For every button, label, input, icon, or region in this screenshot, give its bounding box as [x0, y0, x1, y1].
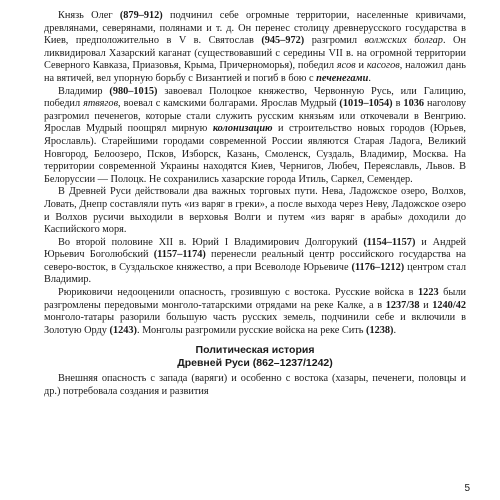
- text-segment: и: [419, 299, 433, 311]
- text-segment: , воевал с камскими болгарами. Ярослав Мудрый: [118, 98, 340, 110]
- text-segment: . Монголы разгромили русские войска на реке Сить: [136, 324, 367, 336]
- text-segment: наголову разгромил печенегов, которые стали служить русским князьям или откочевали в Венгрию. Ярослав Мудрый поощрял мирную: [44, 98, 466, 135]
- text-segment: 1036: [403, 98, 425, 110]
- text-segment: (1176–1212): [351, 261, 405, 273]
- text-segment: .: [393, 324, 397, 336]
- text-segment: в: [392, 98, 404, 110]
- text-segment: разгромил: [304, 35, 365, 47]
- text-segment: Во второй половине XII в. Юрий I Владимирович Долгорукий: [58, 236, 364, 248]
- page-number: 5: [464, 483, 470, 494]
- text-segment: перенесли реальный центр российского государства на северо-восток, в Суздальское княжество, а при Всеволоде Юрьевиче: [44, 249, 467, 273]
- text-segment: завоевал Полоцкое княжество, Червонную Русь, или Галицию, победил: [44, 85, 466, 110]
- text-segment: (879–912): [119, 10, 163, 21]
- paragraph-mongol-invasion: [44, 287, 466, 337]
- text-segment: колонизацию: [212, 123, 273, 135]
- text-segment: и: [355, 60, 367, 72]
- body-text: [44, 10, 466, 337]
- text-segment: В Древней Руси действовали два важных торговых пути. Нева, Ладожское озеро, Волхов, Ловать, Днепр составляли путь «из варяг в греки», а после выхода через Неву, Ладожское озеро и Волхов русичи выходили в верховья Волги и путем «из варяг в арабы» доходили до Каспийского моря.: [44, 186, 466, 236]
- text-segment: ясов: [336, 60, 356, 72]
- text-segment: (945–972): [261, 35, 305, 47]
- text-segment: 1237/38: [385, 299, 420, 311]
- paragraph-yuri-dolgoruky: [44, 237, 466, 287]
- text-segment: . Он ликвидировал Хазарский каганат (существовавший с середины VII в. на огромной территории Северного Кавказа, Приазовья, Крыма, Причерноморья), победил: [44, 35, 466, 72]
- section-heading: [44, 344, 466, 369]
- text-segment: и строительство новых городов (Юрьев, Ярославль). Старейшими городами современной России являются Старая Ладога, Великий Новгород, Белоозеро, Псков, Изборск, Казань, Смоленск, Суздаль, Владимир, Москва. На территории современной Украины находятся Киев, Чернигов, Любеч, Переяславль, Львов. В Белоруссии — Полоцк. Не сохранились хазарские города Итиль, Саркел, Семендер.: [44, 123, 466, 185]
- text-segment: ятвягов: [83, 98, 119, 110]
- text-segment: .: [368, 72, 371, 84]
- text-segment: подчинил себе огромные территории, населенные кривичами, древлянами, северянами, полянами и т. д. Он перенес столицу древнерусского государства в Киев, предположительно в V в. Святослав: [44, 10, 466, 47]
- text-segment: Рюриковичи недооценили опасность, грозившую с востока. Русские войска в: [58, 287, 419, 299]
- text-segment: и Андрей Юрьевич Боголюбский: [44, 236, 466, 261]
- heading-line-2: Древней Руси (862–1237/1242): [177, 356, 333, 369]
- paragraph-oleg: [44, 10, 466, 86]
- text-segment: были разгромлены передовыми монголо-татарскими отрядами на реке Калке, а в: [44, 287, 466, 311]
- text-segment: волжских болгар: [364, 35, 443, 47]
- text-segment: , наложил дань на вятичей, вел упорную борьбу с Византией и погиб в бою с: [44, 60, 466, 84]
- text-segment: (980–1015): [109, 85, 158, 97]
- text-segment: (1154–1157): [363, 236, 416, 248]
- text-segment: печенегами: [316, 72, 369, 84]
- text-segment: монголо-татары разорили большую часть русских земель, подчинили себе и включили в Золотую Орду: [44, 312, 466, 336]
- text-segment: (1238): [366, 324, 394, 336]
- text-segment: Князь Олег: [58, 10, 120, 21]
- text-segment: Владимир: [58, 85, 110, 97]
- text-segment: 1223: [418, 287, 439, 299]
- text-segment: центром стал Владимир.: [44, 261, 466, 286]
- paragraph-vladimir: [44, 86, 466, 187]
- text-segment: 1240/42: [432, 299, 466, 311]
- text-segment: (1243): [109, 324, 137, 336]
- text-segment: (1157–1174): [153, 249, 206, 261]
- paragraph-trade-routes: [44, 186, 466, 236]
- paragraph-external-threat: Внешняя опасность с запада (варяги) и особенно с востока (хазары, печенеги, половцы и др.) потребовала создания и развития: [44, 373, 466, 398]
- text-segment: (1019–1054): [339, 98, 393, 110]
- text-segment: касогов: [366, 60, 400, 72]
- heading-line-1: Политическая история: [195, 344, 315, 357]
